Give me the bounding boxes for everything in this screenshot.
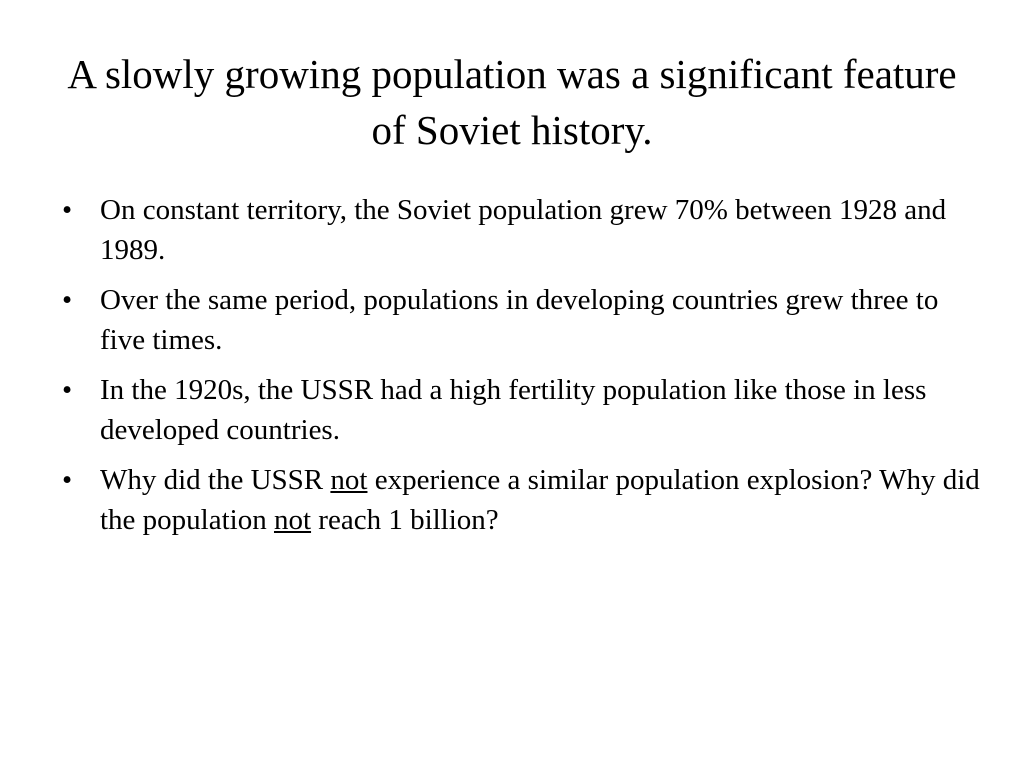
bullet-text-4-part2: experience a similar population explosion? Why did the population (100, 464, 980, 536)
bullet-dot-icon: • (62, 194, 73, 226)
bullet-text-4-part3: reach 1 billion? (311, 504, 499, 536)
bullet-dot-icon: • (62, 284, 73, 316)
emphasis-not-2: not (273, 504, 312, 536)
bullet-dot-icon: • (62, 374, 73, 406)
bullet-item-2 (62, 280, 982, 360)
bullet-text-3: In the 1920s, the USSR had a high fertility population like those in less developed countries. (100, 374, 927, 446)
bullet-text-4-part1: Why did the USSR (100, 464, 331, 496)
bullet-list (62, 190, 982, 550)
bullet-text-4 (100, 464, 980, 536)
bullet-dot-icon: • (62, 464, 73, 496)
bullet-item-3 (62, 370, 982, 450)
bullet-item-4 (62, 460, 982, 540)
bullet-text-2: Over the same period, populations in developing countries grew three to five times. (100, 284, 939, 356)
emphasis-not-1: not (330, 464, 368, 496)
slide-title: A slowly growing population was a significant feature of Soviet history. (67, 51, 957, 153)
bullet-text-1: On constant territory, the Soviet population grew 70% between 1928 and 1989. (100, 194, 947, 266)
bullet-item-1 (62, 190, 982, 270)
